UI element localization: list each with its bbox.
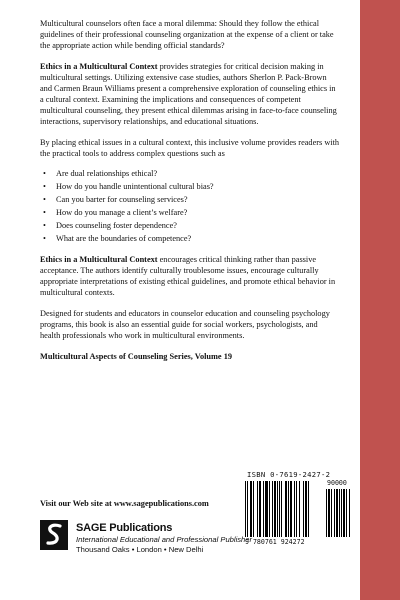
book-title-inline: Ethics in a Multicultural Context bbox=[40, 62, 158, 71]
back-cover-text bbox=[40, 18, 340, 372]
publisher-tagline: International Educational and Professional Publisher bbox=[76, 535, 253, 544]
ean-barcode bbox=[245, 481, 323, 537]
question-item: • How do you manage a client’s welfare? bbox=[40, 208, 340, 218]
questions-intro-paragraph: By placing ethical issues in a cultural context, this inclusive volume provides readers with the practical tools to address complex questions such as bbox=[40, 138, 340, 158]
addon-digits: 90000 bbox=[327, 479, 347, 487]
publisher-block bbox=[40, 520, 253, 560]
audience-paragraph: Designed for students and educators in counselor education and counseling psychology programs, this book is also an essential guide for social workers, psychologists, and health professionals who work in multicultural environments. bbox=[40, 309, 330, 340]
isbn-text: ISBN 0-7619-2427-2 bbox=[247, 470, 331, 479]
barcode-digits: 9 780761 924272 bbox=[245, 538, 305, 546]
question-item: • Can you barter for counseling services? bbox=[40, 195, 340, 205]
book-title-inline: Ethics in a Multicultural Context bbox=[40, 255, 158, 264]
series-line: Multicultural Aspects of Counseling Series, Volume 19 bbox=[40, 352, 232, 361]
intro-paragraph: Multicultural counselors often face a moral dilemma: Should they follow the ethical guidelines of their professional counseling organization at the expense of a client or take the appropriate action while bending official standards? bbox=[40, 19, 334, 50]
publisher-cities: Thousand Oaks • London • New Delhi bbox=[76, 545, 204, 554]
cover-side-band bbox=[360, 0, 400, 600]
critical-thinking-paragraph: Ethics in a Multicultural Context encourages critical thinking rather than passive acceptance. The authors identify culturally troublesome issues, encourage culturally appropriate interpretations of existing ethical guidelines, and promote ethical behavior in multicultural contexts. bbox=[40, 255, 336, 297]
questions-list bbox=[40, 169, 340, 244]
question-item: • Are dual relationships ethical? bbox=[40, 169, 340, 179]
sage-logo-icon bbox=[40, 520, 68, 550]
publisher-name: SAGE Publications bbox=[76, 522, 173, 534]
description-paragraph: Ethics in a Multicultural Context provides strategies for critical decision making in multicultural settings. Utilizing extensive case studies, authors Sherlon P. Pack-Brown and Carmen Braun Williams present a comprehensive exploration of counseling ethics in a cultural context. Examining the implications and consequences of competent multicultural counseling, they present ethical dilemmas arising in face-to-face counseling interactions, supervisory relationships, and educational situations. bbox=[40, 62, 337, 126]
question-item: • How do you handle unintentional cultural bias? bbox=[40, 182, 340, 192]
question-item: • Does counseling foster dependence? bbox=[40, 221, 340, 231]
price-addon-barcode bbox=[326, 489, 352, 537]
isbn-barcode bbox=[245, 470, 353, 546]
website-line: Visit our Web site at www.sagepublications.com bbox=[40, 499, 209, 508]
question-item: • What are the boundaries of competence? bbox=[40, 234, 340, 244]
